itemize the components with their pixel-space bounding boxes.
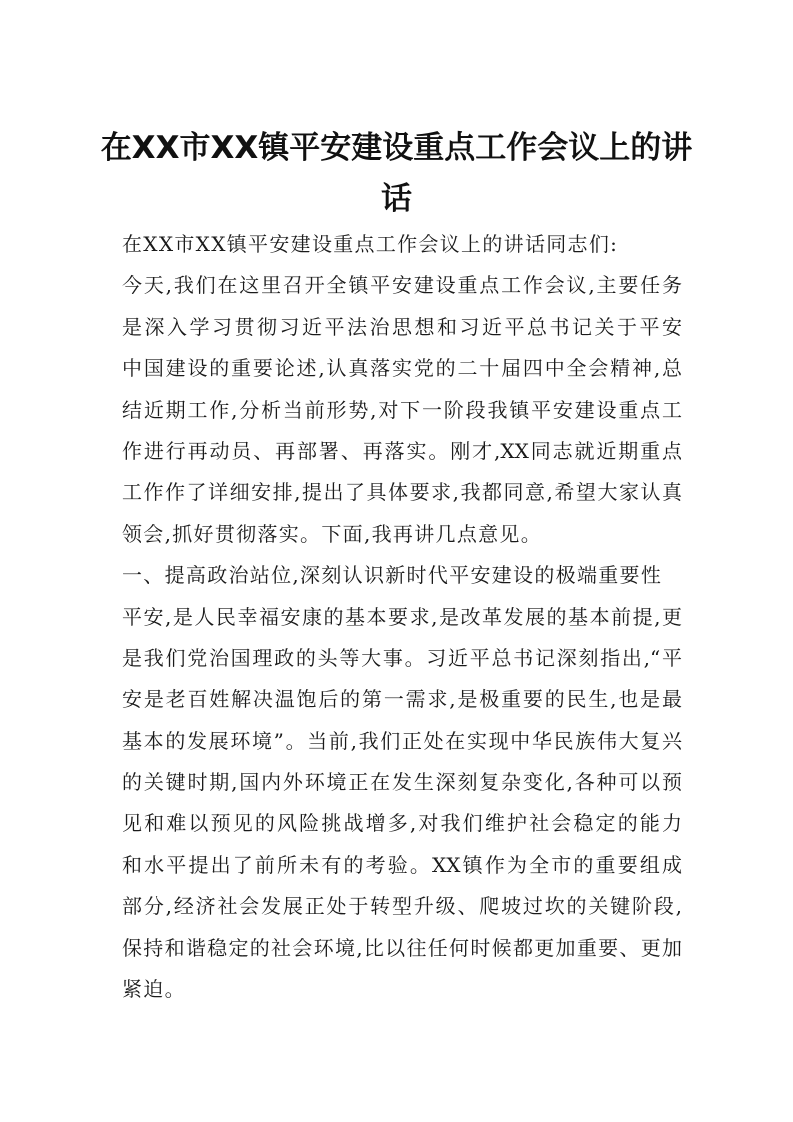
- body-line: 基本的发展环境”。当前,我们正处在实现中华民族伟大复兴: [122, 728, 682, 753]
- body-line: 工作作了详细安排,提出了具体要求,我都同意,希望大家认真: [122, 480, 682, 505]
- section-heading: 一、提高政治站位,深刻认识新时代平安建设的极端重要性: [122, 563, 663, 588]
- body-line: 作进行再动员、再部署、再落实。刚才,XX同志就近期重点: [122, 438, 682, 463]
- document-title-line-2: 话: [381, 181, 412, 217]
- body-line: 结近期工作,分析当前形势,对下一阶段我镇平安建设重点工: [122, 397, 682, 422]
- body-line: 和水平提出了前所未有的考验。XX镇作为全市的重要组成: [122, 852, 682, 877]
- body-line: 领会,抓好贯彻落实。下面,我再讲几点意见。: [122, 521, 543, 546]
- body-line: 今天,我们在这里召开全镇平安建设重点工作会议,主要任务: [122, 273, 682, 298]
- body-line: 是我们党治国理政的头等大事。习近平总书记深刻指出,“平: [122, 645, 682, 670]
- body-line: 紧迫。: [122, 977, 186, 1002]
- document-body: [122, 224, 682, 1010]
- body-line: 见和难以预见的风险挑战增多,对我们维护社会稳定的能力: [122, 811, 682, 836]
- body-line: 的关键时期,国内外环境正在发生深刻复杂变化,各种可以预: [122, 770, 682, 795]
- body-line: 安是老百姓解决温饱后的第一需求,是极重要的民生,也是最: [122, 687, 682, 712]
- body-line: 平安,是人民幸福安康的基本要求,是改革发展的基本前提,更: [122, 604, 682, 629]
- body-line: 中国建设的重要论述,认真落实党的二十届四中全会精神,总: [122, 356, 682, 381]
- document-title-line-1: 在XX市XX镇平安建设重点工作会议上的讲: [100, 130, 693, 166]
- body-line: 部分,经济社会发展正处于转型升级、爬坡过坎的关键阶段,: [122, 894, 682, 919]
- body-line: 是深入学习贯彻习近平法治思想和习近平总书记关于平安: [122, 314, 682, 339]
- salutation-line: 在XX市XX镇平安建设重点工作会议上的讲话同志们:: [122, 232, 619, 256]
- body-line: 保持和谐稳定的社会环境,比以往任何时候都更加重要、更加: [122, 935, 682, 960]
